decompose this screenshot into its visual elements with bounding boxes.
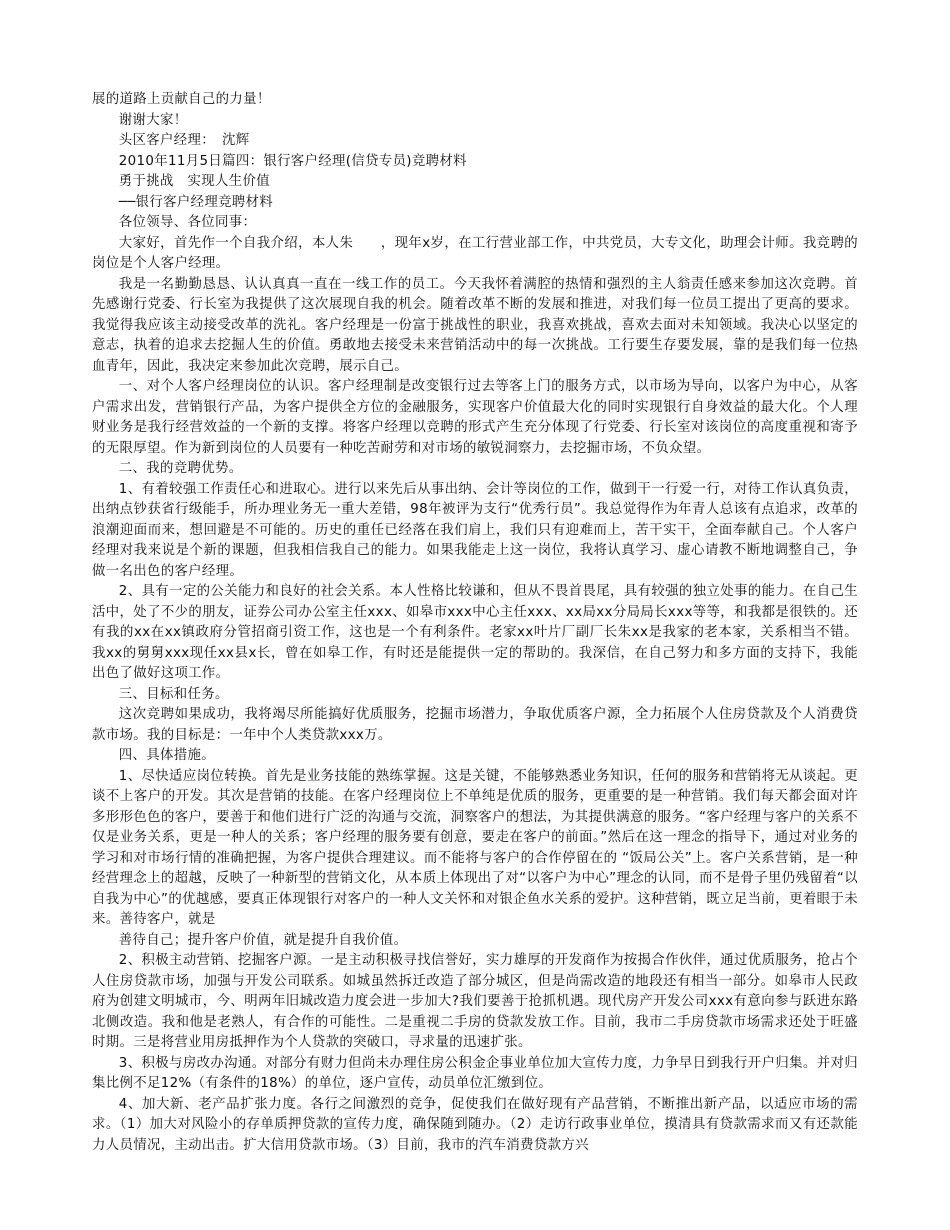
paragraph: 我是一名勤勤恳恳、认认真真一直在一线工作的员工。今天我怀着满腔的热情和强烈的主人翁责任感来参加这次竞聘。首先感谢行党委、行长室为我提供了这次展现自我的机会。随着改革不断的发展和推进，对我们每一位员工提出了更高的要求。我觉得我应该主动接受改革的洗礼。客户经理是一份富于挑战性的职业，我喜欢挑战，喜欢去面对未知领域。我决心以坚定的意志，执着的追求去挖掘人生的价值。勇敢地去接受未来营销活动中的每一次挑战。工行要生存要发展，靠的是我们每一位热血青年，因此，我决定来参加此次竞聘，展示自己。 <box>92 276 858 374</box>
paragraph: 头区客户经理： 沈辉 <box>118 133 250 148</box>
paragraph: 2、积极主动营销、挖掘客户源。一是主动积极寻找信誉好，实力雄厚的开发商作为按揭合作伙伴，通过优质服务，抢占个人住房贷款市场，加强与开发公司联系。如城虽然拆迁改造了部分城区，但是尚需改造的地段还有相当一部分。如皋市人民政府为创建文明城市，今、明两年旧城改造力度会进一步加大?我们要善于抢抓机遇。现代房产开发公司xxx有意向参与跃进东路北侧改造。我和他是老熟人，有合作的可能性。二是重视二手房的贷款发放工作。目前，我市二手房贷款市场需求还处于旺盛时期。三是将营业用房抵押作为个人贷款的突破口，寻求量的迅速扩张。 <box>92 953 858 1050</box>
paragraph: ──银行客户经理竞聘材料 <box>118 194 274 210</box>
paragraph: 大家好，首先作一个自我介绍，本人朱 ，现年x岁，在工行营业部工作，中共党员，大专文化，助理会计师。我竞聘的岗位是个人客户经理。 <box>92 235 858 271</box>
paragraph: 2、具有一定的公关能力和良好的社会关系。本人性格比较谦和，但从不畏首畏尾，具有较强的独立处事的能力。在自己生活中，处了不少的朋友，证券公司办公室主任xxx、如皋市xxx中心主任xxx、xx局xx分局局长xxx等等，和我都是很铁的。还有我的xx在xx镇政府分管招商引资工作，这也是一个有利条件。老家xx叶片厂副厂长朱xx是我家的老本家，关系相当不错。我xx的舅舅xxx现任xx县x长，曾在如皋工作，有时还是能提供一定的帮助的。我深信，在自己努力和多方面的支持下，我能出色了做好这项工作。 <box>92 584 858 681</box>
paragraph: 这次竞聘如果成功，我将竭尽所能搞好优质服务，挖掘市场潜力，争取优质客户源，全力拓展个人住房贷款及个人消费贷款市场。我的目标是：一年中个人类贷款xxx万。 <box>92 707 858 743</box>
section-heading: 二、我的竞聘优势。 <box>118 461 243 476</box>
paragraph: 3、积极与房改办沟通。对部分有财力但尚未办理住房公积金企事业单位加大宣传力度，力争早日到我行开户归集。并对归集比例不足12%（有条件的18%）的单位，逐户宣传，动员单位汇缴到位。 <box>92 1055 858 1091</box>
paragraph: 展的道路上贡献自己的力量！ <box>92 92 271 107</box>
paragraph: 2010年11月5日篇四：银行客户经理(信贷专员)竞聘材料 <box>118 153 467 169</box>
paragraph: 谢谢大家！ <box>118 112 188 128</box>
paragraph: 4、加大新、老产品扩张力度。各行之间激烈的竞争，促使我们在做好现有产品营销，不断推出新产品，以适应市场的需求。（1）加大对风险小的存单质押贷款的宣传力度，确保随到随办。（2）走访行政事业单位，摸清具有贷款需求而又有还款能力人员情况，主动出击。扩大信用贷款市场。（3）目前，我市的汽车消费贷款方兴 <box>92 1096 858 1153</box>
paragraph: 一、对个人客户经理岗位的认识。客户经理制是改变银行过去等客上门的服务方式，以市场为导向，以客户为中心，从客户需求出发，营销银行产品，为客户提供全方位的金融服务，实现客户价值最大化的同时实现银行自身效益的最大化。个人理财业务是我行经营效益的一个新的支撑。将客户经理以竞聘的形式产生充分体现了行党委、行长室对该岗位的高度重视和寄予的无限厚望。作为新到岗位的人员要有一种吃苦耐劳和对市场的敏锐洞察力，去挖掘市场，不负众望。 <box>92 379 858 456</box>
section-heading: 四、具体措施。 <box>118 748 215 763</box>
paragraph: 善待自己；提升客户价值，就是提升自我价值。 <box>118 932 408 948</box>
section-heading: 三、目标和任务。 <box>118 686 229 702</box>
paragraph: 勇于挑战 实现人生价值 <box>118 174 270 189</box>
paragraph: 1、尽快适应岗位转换。首先是业务技能的熟练掌握。这是关键，不能够熟悉业务知识，任何的服务和营销将无从谈起。更谈不上客户的开发。其次是营销的技能。在客户经理岗位上不单纯是优质的服务，更重要的是一种营销。我们每天都会面对许多形形色色的客户，要善于和他们进行广泛的沟通与交流，洞察客户的想法，为其提供满意的服务。“客户经理与客户的关系不仅是业务关系，更是一种人的关系；客户经理的服务要有创意，要走在客户的前面。”然后在这一理念的指导下，通过对业务的学习和对市场行情的准确把握，为客户提供合理建议。而不能将与客户的合作停留在的 “饭局公关”上。客户关系营销，是一种经营理念上的超越，反映了一种新型的营销文化，从本质上体现出了对“以客户为中心”理念的认同，而不是骨子里仍残留着“以自我为中心”的优越感，要真正体现银行对客户的一种人文关怀和对银企鱼水关系的爱护。这种营销，既立足当前，更着眼于未来。善待客户，就是 <box>92 768 858 927</box>
paragraph: 各位领导、各位同事： <box>118 215 257 230</box>
paragraph: 1、有着较强工作责任心和进取心。进行以来先后从事出纳、会计等岗位的工作，做到干一行爱一行，对待工作认真负责，出纳点钞获省行级能手，所办理业务无一重大差错，98年被评为支行“优秀行员”。我总觉得作为年青人总该有点追求，改革的浪潮迎面而来，想回避是不可能的。历史的重任已经落在我们肩上，我们只有迎难而上，苦干实干，全面奉献自己。个人客户经理对我来说是个新的课题，但我相信我自己的能力。如果我能走上这一岗位，我将认真学习、虚心请教不断地调整自己，争做一名出色的客户经理。 <box>92 481 858 579</box>
